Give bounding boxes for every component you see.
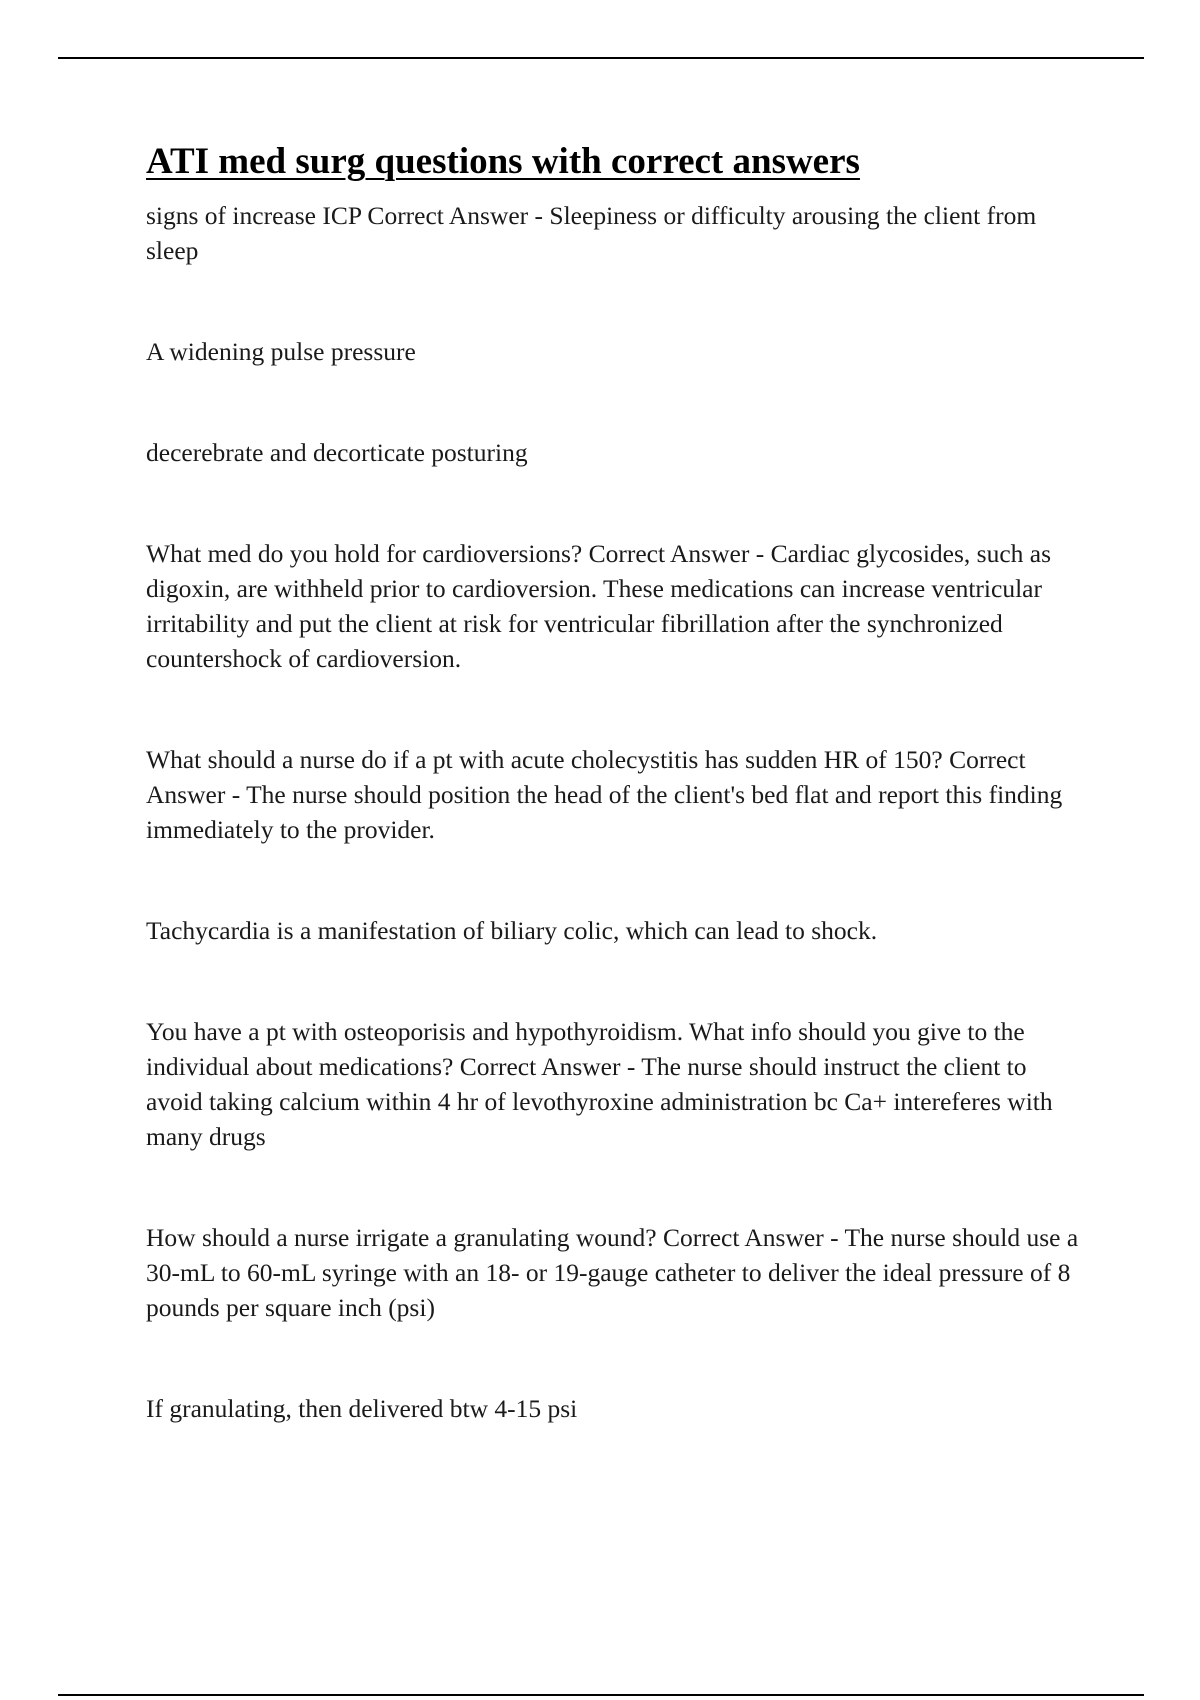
document-title: ATI med surg questions with correct answers bbox=[146, 141, 860, 182]
qa-entry: A widening pulse pressure bbox=[146, 337, 416, 367]
qa-entry: Tachycardia is a manifestation of biliary colic, which can lead to shock. bbox=[146, 916, 878, 946]
qa-entry: signs of increase ICP Correct Answer - Sleepiness or difficulty arousing the client from sleep bbox=[146, 201, 1037, 266]
page-footer-rule bbox=[58, 1694, 1144, 1696]
qa-entry: If granulating, then delivered btw 4-15 psi bbox=[146, 1394, 578, 1424]
qa-entry: What med do you hold for cardioversions? Correct Answer - Cardiac glycosides, such as digoxin, are withheld prior to cardioversion. These medications can increase ventricular irritability and put the client at risk for ventricular fibrillation after the synchronized countershock of cardioversion. bbox=[146, 539, 1052, 674]
qa-entry: How should a nurse irrigate a granulating wound? Correct Answer - The nurse should use a 30-mL to 60-mL syringe with an 18- or 19-gauge catheter to deliver the ideal pressure of 8 pounds per square inch (psi) bbox=[146, 1223, 1079, 1323]
qa-entry: decerebrate and decorticate posturing bbox=[146, 438, 528, 468]
qa-entry: What should a nurse do if a pt with acute cholecystitis has sudden HR of 150? Correct Answer - The nurse should position the head of the client's bed flat and report this finding immediately to the provider. bbox=[146, 745, 1063, 845]
document-body bbox=[146, 140, 1086, 1426]
qa-entry-list bbox=[146, 198, 1086, 1426]
qa-entry: You have a pt with osteoporisis and hypothyroidism. What info should you give to the individual about medications? Correct Answer - The nurse should instruct the client to avoid taking calcium within 4 hr of levothyroxine administration bc Ca+ intereferes with many drugs bbox=[146, 1017, 1053, 1152]
page-header-rule bbox=[58, 57, 1144, 59]
